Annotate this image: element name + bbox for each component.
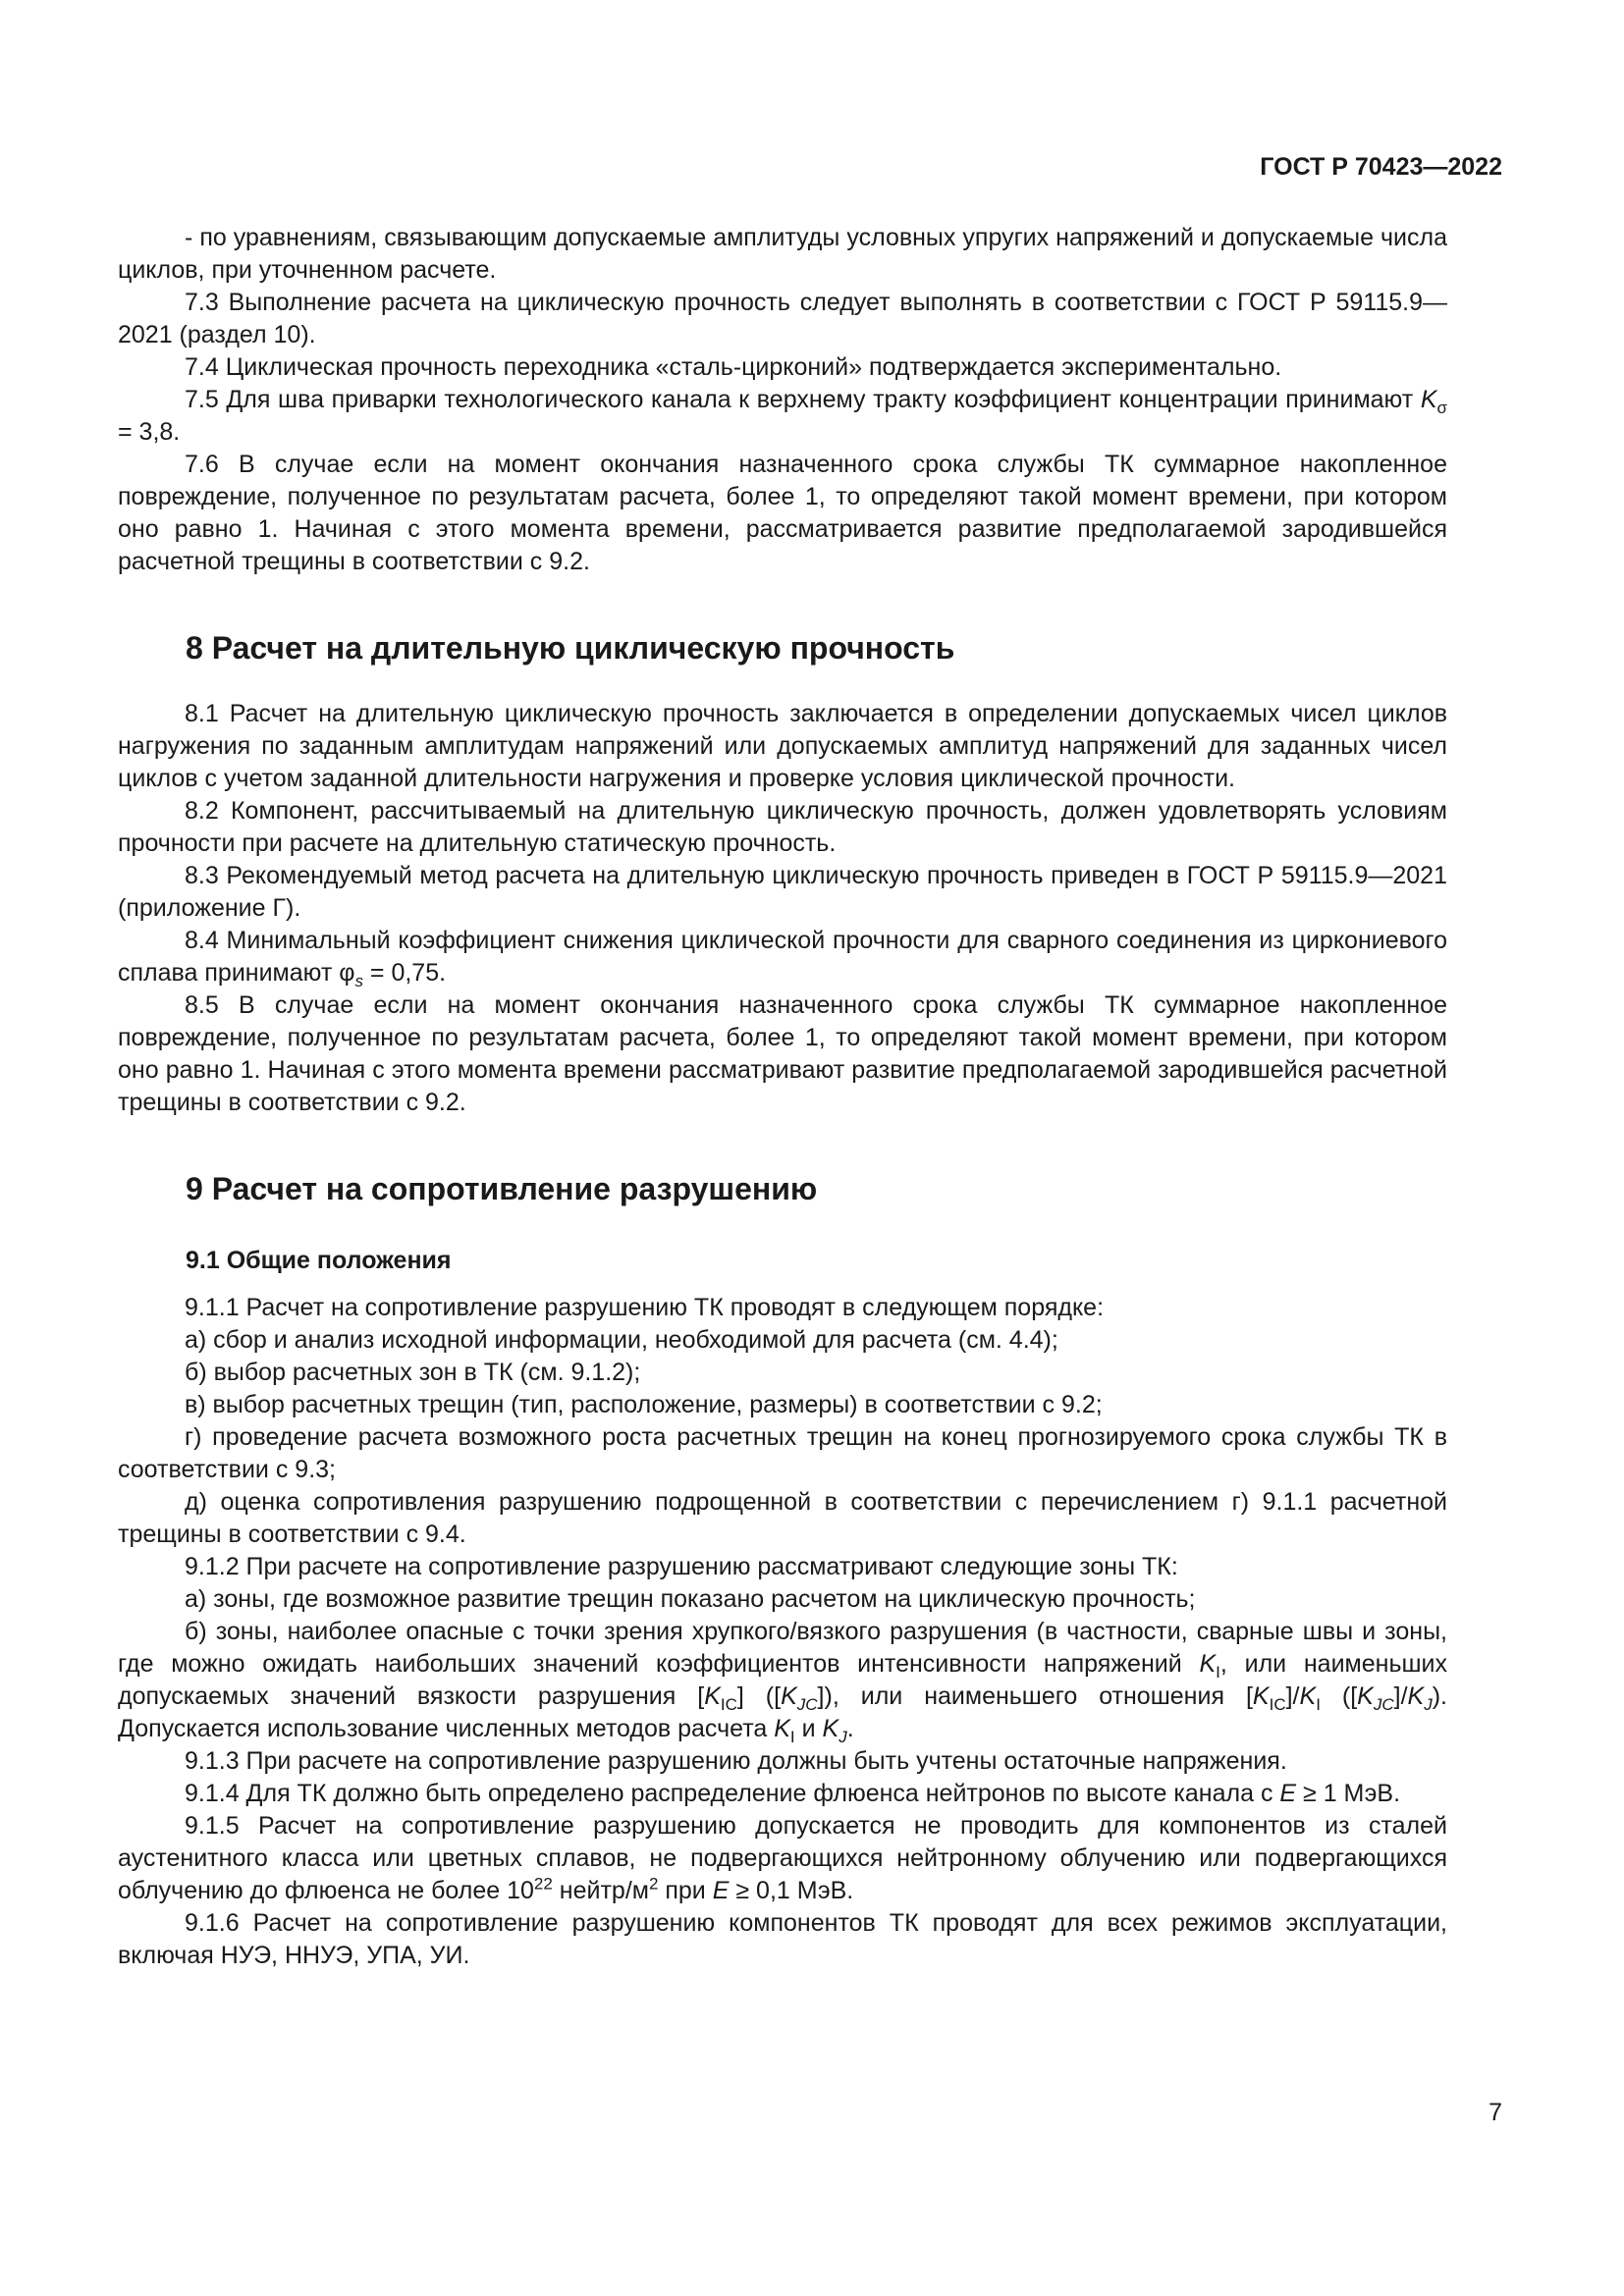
paragraph-7-3: 7.3 Выполнение расчета на циклическую прочность следует выполнять в соответствии с ГОСТ Р 59115.9—2021 (раздел 10).: [118, 289, 1447, 348]
paragraph-9-1-3: 9.1.3 При расчете на сопротивление разрушению должны быть учтены остаточные напряжения.: [185, 1747, 1287, 1775]
paragraph-8-2: 8.2 Компонент, рассчитываемый на длительную циклическую прочность, должен удовлетворять условиям прочности при расчете на длительную статическую прочность.: [118, 797, 1447, 857]
list-item-g: г) проведение расчета возможного роста расчетных трещин на конец прогнозируемого срока службы ТК в соответствии с 9.3;: [118, 1423, 1447, 1483]
paragraph-7-5: 7.5 Для шва приварки технологического канала к верхнему тракту коэффициент концентрации принимают $K_\sigma = 3,8$.: [118, 386, 1447, 446]
paragraph-8-1: 8.1 Расчет на длительную циклическую прочность заключается в определении допускаемых чисел циклов нагружения по заданным амплитудам напряжений или допускаемых амплитуд напряжений для заданных чисел циклов с учетом заданной длительности нагружения и проверке условия циклической прочности.: [118, 700, 1447, 792]
zone-item-a: а) зоны, где возможное развитие трещин показано расчетом на циклическую прочность;: [185, 1585, 1196, 1613]
zone-item-b: б) зоны, наиболее опасные с точки зрения хрупкого/вязкого разрушения (в частности, сварные швы и зоны, где можно ожидать наибольших значений коэффициентов интенсивности напряжений $K_I$, или наименьших допускаемых значений вязкости разрушения $[K_{IC}]$ $([K_{JC}])$, или наименьшего отношения $[K_{IC}]/K_I$ $([K_{JC}]/K_J)$. Допускается использование численных методов расчета $K_I$ и $K_J$.: [118, 1618, 1447, 1746]
paragraph-8-4: 8.4 Минимальный коэффициент снижения циклической прочности для сварного соединения из циркониевого сплава принимают $\varphi_s = 0,75$.: [118, 927, 1447, 990]
page-number: 7: [1489, 2099, 1502, 2126]
paragraph-7-2-continuation: - по уравнениям, связывающим допускаемые амплитуды условных упругих напряжений и допускаемые числа циклов, при уточненном расчете.: [118, 224, 1447, 284]
section-8-title: 8 Расчет на длительную циклическую прочность: [186, 630, 955, 666]
list-item-v: в) выбор расчетных трещин (тип, расположение, размеры) в соответствии с 9.2;: [185, 1391, 1103, 1418]
paragraph-9-1-6: 9.1.6 Расчет на сопротивление разрушению компонентов ТК проводят для всех режимов эксплуатации, включая НУЭ, ННУЭ, УПА, УИ.: [118, 1909, 1447, 1969]
subsection-9-1-title: 9.1 Общие положения: [186, 1247, 452, 1274]
paragraph-9-1-4: 9.1.4 Для ТК должно быть определено распределение флюенса нейтронов по высоте канала с E ≥ 1 МэВ.: [185, 1780, 1401, 1807]
document-body: [118, 222, 1447, 1972]
list-item-a: а) сбор и анализ исходной информации, необходимой для расчета (см. 4.4);: [185, 1326, 1058, 1354]
paragraph-7-6: 7.6 В случае если на момент окончания назначенного срока службы ТК суммарное накопленное повреждение, полученное по результатам расчета, более 1, то определяют такой момент времени, при котором оно равно 1. Начиная с этого момента времени, рассматривается развитие предполагаемой зародившейся расчетной трещины в соответствии с 9.2.: [118, 451, 1447, 575]
paragraph-8-5: 8.5 В случае если на момент окончания назначенного срока службы ТК суммарное накопленное повреждение, полученное по результатам расчета, более 1, то определяют такой момент времени, при котором оно равно 1. Начиная с этого момента времени рассматривают развитие предполагаемой зародившейся расчетной трещины в соответствии с 9.2.: [118, 991, 1447, 1116]
paragraph-8-3: 8.3 Рекомендуемый метод расчета на длительную циклическую прочность приведен в ГОСТ Р 59115.9—2021 (приложение Г).: [118, 862, 1447, 922]
paragraph-9-1-2: 9.1.2 При расчете на сопротивление разрушению рассматривают следующие зоны ТК:: [185, 1553, 1178, 1580]
list-item-b: б) выбор расчетных зон в ТК (см. 9.1.2);: [185, 1359, 641, 1386]
document-code-header: ГОСТ Р 70423—2022: [1260, 153, 1502, 181]
paragraph-9-1-5: 9.1.5 Расчет на сопротивление разрушению допускается не проводить для компонентов из сталей аустенитного класса или цветных сплавов, не подвергающихся нейтронному облучению или подвергающихся облучению до флюенса не более $10^{22}$ нейтр/$м^2$ при E ≥ 0,1 МэВ.: [118, 1812, 1447, 1904]
section-9-title: 9 Расчет на сопротивление разрушению: [186, 1171, 818, 1206]
paragraph-9-1-1: 9.1.1 Расчет на сопротивление разрушению ТК проводят в следующем порядке:: [185, 1294, 1105, 1321]
paragraph-7-4: 7.4 Циклическая прочность переходника «сталь-цирконий» подтверждается экспериментально.: [185, 353, 1282, 381]
list-item-d: д) оценка сопротивления разрушению подрощенной в соответствии с перечислением г) 9.1.1 расчетной трещины в соответствии с 9.4.: [118, 1488, 1447, 1548]
